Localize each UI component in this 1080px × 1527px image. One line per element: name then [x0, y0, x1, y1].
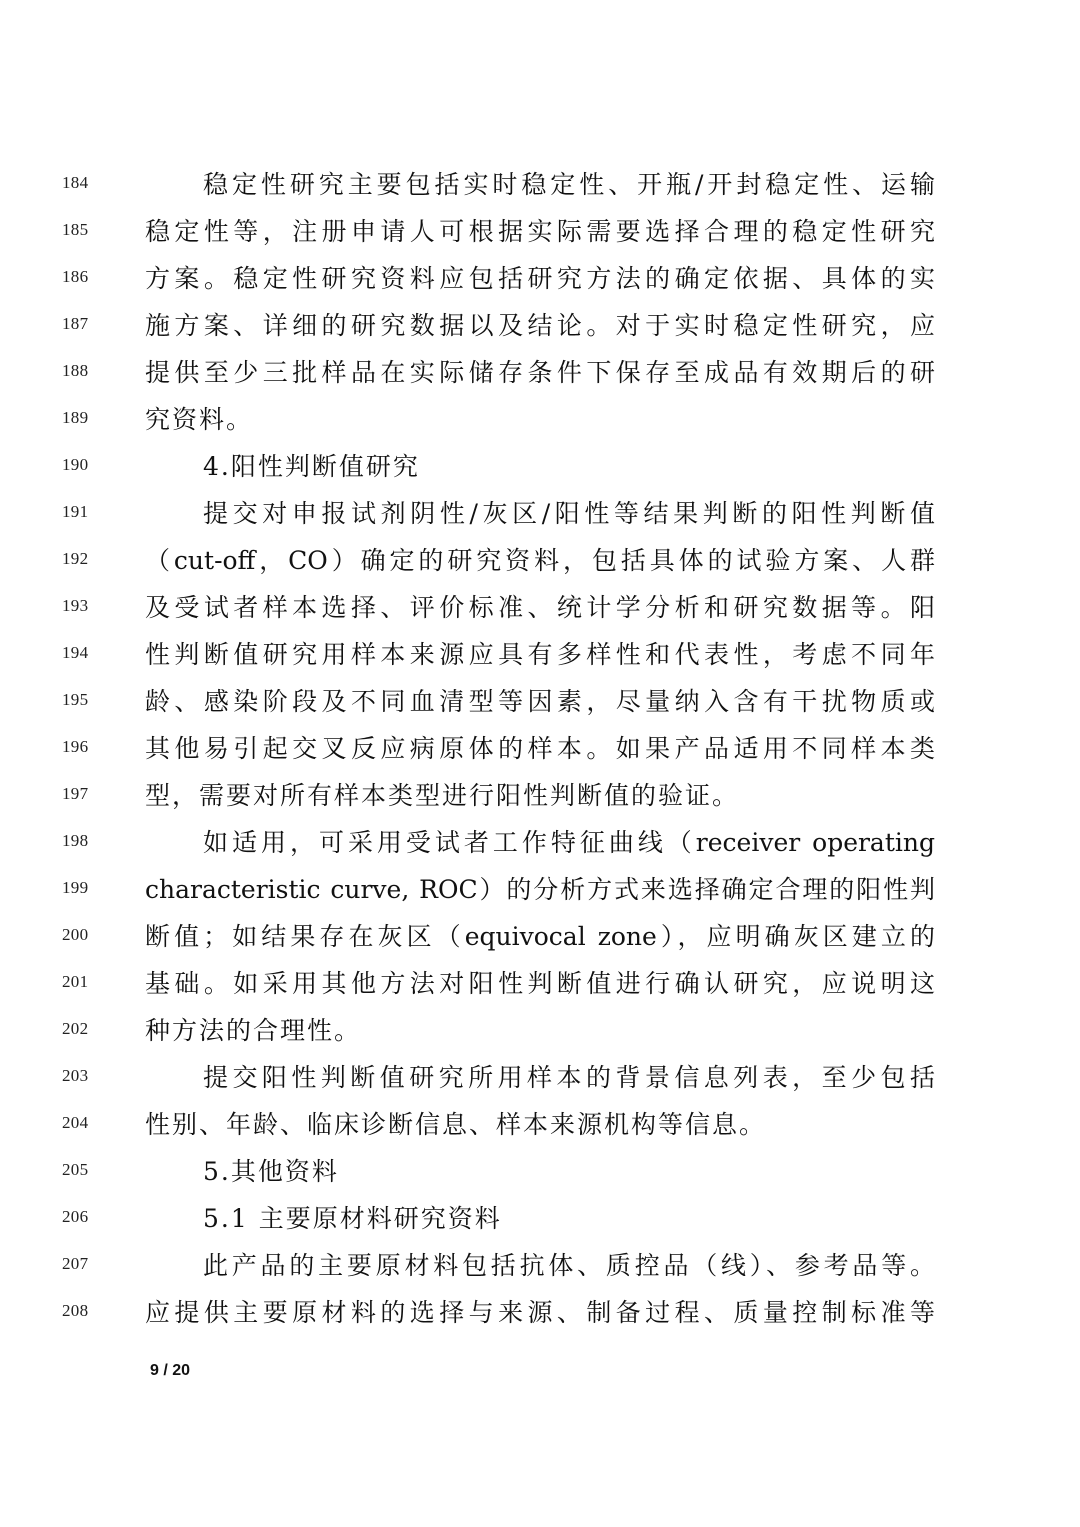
text-line [0, 917, 1080, 957]
line-text: 种方法的合理性。 [145, 1016, 362, 1045]
line-text: 究资料。 [145, 405, 254, 434]
text-line [0, 588, 1080, 628]
line-number: 194 [62, 643, 89, 662]
line-number: 202 [62, 1019, 89, 1038]
line-text: 提交对申报试剂阴性/灰区/阳性等结果判断的阳性判断值 [203, 499, 935, 528]
text-line [0, 1152, 1080, 1192]
text-line [0, 212, 1080, 252]
line-text: 龄、感染阶段及不同血清型等因素，尽量纳入含有干扰物质或 [145, 687, 935, 716]
line-text: 性判断值研究用样本来源应具有多样性和代表性，考虑不同年 [145, 640, 935, 669]
text-line [0, 729, 1080, 769]
line-number: 189 [62, 408, 89, 427]
line-number: 192 [62, 549, 89, 568]
line-number: 208 [62, 1301, 89, 1320]
text-line [0, 870, 1080, 910]
text-line [0, 635, 1080, 675]
text-line [0, 494, 1080, 534]
text-line [0, 964, 1080, 1004]
line-text: 及受试者样本选择、评价标准、统计学分析和研究数据等。阳 [145, 593, 935, 622]
line-number: 195 [62, 690, 89, 709]
line-number: 196 [62, 737, 89, 756]
subsection-heading: 5.1 主要原材料研究资料 [203, 1204, 502, 1233]
text-line [0, 541, 1080, 581]
line-number: 193 [62, 596, 89, 615]
line-number: 207 [62, 1254, 89, 1273]
section-heading: 5.其他资料 [203, 1157, 339, 1186]
line-number: 184 [62, 173, 89, 192]
line-text: 提交阳性判断值研究所用样本的背景信息列表，至少包括 [203, 1063, 935, 1092]
line-number: 191 [62, 502, 89, 521]
text-line [0, 1199, 1080, 1239]
line-number: 201 [62, 972, 89, 991]
page-number: 9 / 20 [149, 1362, 191, 1379]
text-line [0, 1011, 1080, 1051]
text-line [0, 306, 1080, 346]
text-line [0, 823, 1080, 863]
line-number: 203 [62, 1066, 89, 1085]
line-text: 施方案、详细的研究数据以及结论。对于实时稳定性研究，应 [145, 311, 935, 340]
text-line [0, 447, 1080, 487]
line-text: 其他易引起交叉反应病原体的样本。如果产品适用不同样本类 [145, 734, 935, 763]
line-number: 204 [62, 1113, 89, 1132]
line-text: 如适用，可采用受试者工作特征曲线（receiver operating [203, 828, 935, 857]
line-number: 199 [62, 878, 89, 897]
line-number: 197 [62, 784, 89, 803]
text-line [0, 1246, 1080, 1286]
text-line [0, 1058, 1080, 1098]
text-line [0, 776, 1080, 816]
line-text: 型，需要对所有样本类型进行阳性判断值的验证。 [145, 781, 740, 810]
line-text: （cut-off，CO）确定的研究资料，包括具体的试验方案、人群 [145, 546, 935, 575]
line-text: 稳定性研究主要包括实时稳定性、开瓶/开封稳定性、运输 [203, 170, 935, 199]
text-line [0, 682, 1080, 722]
line-text: 此产品的主要原材料包括抗体、质控品（线）、参考品等。 [203, 1251, 935, 1280]
line-number: 206 [62, 1207, 89, 1226]
line-number: 185 [62, 220, 89, 239]
section-heading: 4.阳性判断值研究 [203, 452, 420, 481]
line-number: 198 [62, 831, 89, 850]
line-text: 方案。稳定性研究资料应包括研究方法的确定依据、具体的实 [145, 264, 935, 293]
line-text: 提供至少三批样品在实际储存条件下保存至成品有效期后的研 [145, 358, 935, 387]
line-number: 190 [62, 455, 89, 474]
line-number: 205 [62, 1160, 89, 1179]
line-text: 断值；如结果存在灰区（equivocal zone），应明确灰区建立的 [145, 922, 935, 951]
text-line [0, 165, 1080, 205]
text-line [0, 1105, 1080, 1145]
text-line [0, 259, 1080, 299]
line-number: 188 [62, 361, 89, 380]
line-text: 基础。如采用其他方法对阳性判断值进行确认研究，应说明这 [145, 969, 935, 998]
line-number: 187 [62, 314, 89, 333]
line-text: 性别、年龄、临床诊断信息、样本来源机构等信息。 [145, 1110, 767, 1139]
line-number: 200 [62, 925, 89, 944]
line-text: 稳定性等，注册申请人可根据实际需要选择合理的稳定性研究 [145, 217, 935, 246]
line-text: characteristic curve, ROC）的分析方式来选择确定合理的阳性判 [145, 875, 935, 904]
text-line [0, 353, 1080, 393]
line-number: 186 [62, 267, 89, 286]
line-text: 应提供主要原材料的选择与来源、制备过程、质量控制标准等 [145, 1298, 935, 1327]
text-line [0, 1293, 1080, 1333]
text-line [0, 400, 1080, 440]
